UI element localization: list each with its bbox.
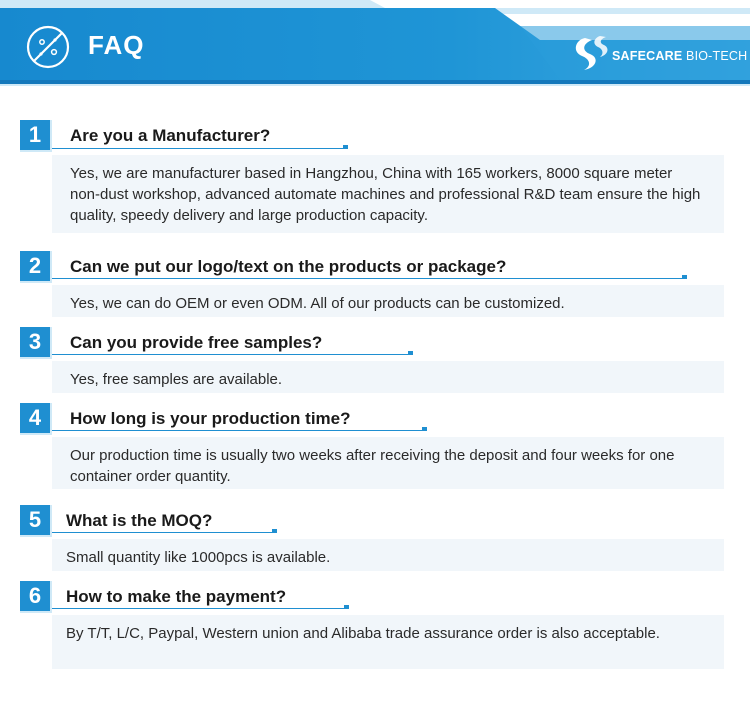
question-underline-tick xyxy=(272,529,277,532)
question-underline-tick xyxy=(682,275,687,278)
faq-answer: By T/T, L/C, Paypal, Western union and Alibaba trade assurance order is also acceptable. xyxy=(52,615,724,669)
faq-header-banner xyxy=(0,0,750,88)
faq-answer: Yes, free samples are available. xyxy=(52,361,724,393)
brand-name-light: BIO-TECH xyxy=(682,49,748,63)
question-underline xyxy=(52,354,413,355)
question-underline xyxy=(52,278,687,279)
faq-question: How to make the payment? xyxy=(66,587,287,606)
question-underline-tick xyxy=(408,351,413,354)
question-underline-tick xyxy=(422,427,427,430)
question-underline-tick xyxy=(343,145,348,148)
faq-number-badge: 3 xyxy=(20,327,52,359)
brand-name xyxy=(612,49,747,63)
faq-number-badge: 1 xyxy=(20,120,52,152)
faq-number-badge: 6 xyxy=(20,581,52,613)
faq-number-badge: 5 xyxy=(20,505,52,537)
faq-answer: Yes, we are manufacturer based in Hangzhou, China with 165 workers, 8000 square meter non-dust workshop, advanced automate machines and professional R&D team ensure the high quality, speedy delivery and large production capacity. xyxy=(52,155,724,233)
question-underline xyxy=(52,532,277,533)
faq-question: Can we put our logo/text on the products or package? xyxy=(70,257,507,276)
question-underline xyxy=(52,148,348,149)
question-underline-tick xyxy=(344,605,349,608)
page-title: FAQ xyxy=(88,30,145,60)
faq-question: What is the MOQ? xyxy=(66,511,213,530)
brand-name-bold: SAFECARE xyxy=(612,49,683,63)
faq-number-badge: 2 xyxy=(20,251,52,283)
question-underline xyxy=(52,430,427,431)
faq-number-badge: 4 xyxy=(20,403,52,435)
faq-question: How long is your production time? xyxy=(70,409,351,428)
faq-answer: Our production time is usually two weeks after receiving the deposit and four weeks for one container order quantity. xyxy=(52,437,724,489)
faq-question: Are you a Manufacturer? xyxy=(70,126,271,145)
faq-answer: Small quantity like 1000pcs is available. xyxy=(52,539,724,571)
question-underline xyxy=(52,608,349,609)
faq-question: Can you provide free samples? xyxy=(70,333,323,352)
faq-answer: Yes, we can do OEM or even ODM. All of our products can be customized. xyxy=(52,285,724,317)
